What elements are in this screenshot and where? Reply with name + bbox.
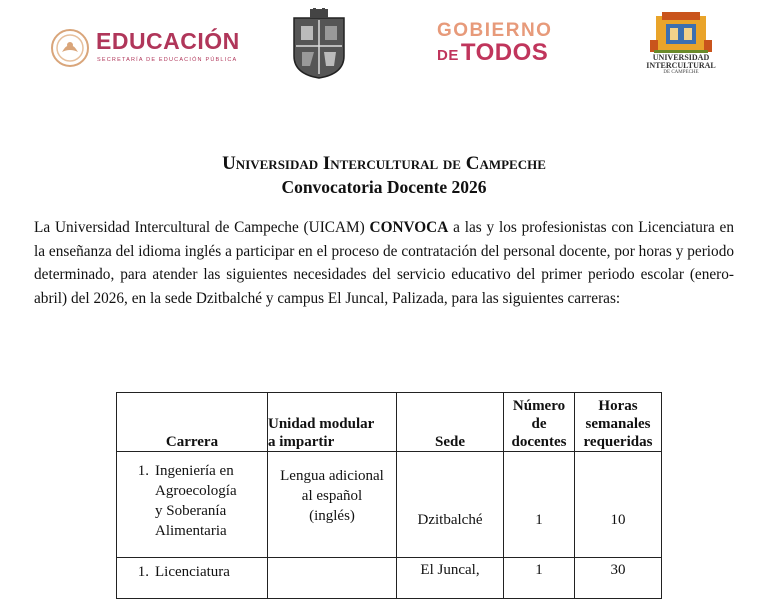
- table-row: [117, 452, 662, 558]
- cell-sede: El Juncal,: [397, 558, 504, 599]
- de-word: DE: [437, 47, 459, 64]
- uicam-logo: [636, 10, 726, 74]
- document-title: Universidad Intercultural de Campeche: [222, 153, 546, 174]
- paragraph-part-2: a las y los profesionistas con Licenciatura en la enseñanza del idioma inglés a participar en el proceso de contratación del personal docente, por horas y periodo determinado, para atender las siguientes necesidades del servicio educativo del primer periodo escolar (enero-abril) del 2026, en la sede Dzitbalché y campus El Juncal, Palizada, para las siguientes carreras:: [34, 219, 734, 307]
- uicam-emblem-icon: [636, 10, 726, 54]
- vacancies-table: [116, 392, 662, 599]
- header-unidad: Unidad modular a impartir: [268, 393, 397, 452]
- document-subtitle: Convocatoria Docente 2026: [281, 177, 487, 197]
- header-carrera: Carrera: [117, 393, 268, 452]
- header-sede: Sede: [397, 393, 504, 452]
- cell-unidad: Lengua adicional al español (inglés): [268, 452, 397, 558]
- mexico-eagle-seal-icon: [50, 28, 90, 68]
- paragraph-bold: CONVOCA: [369, 219, 449, 236]
- uicam-line-1: UNIVERSIDAD: [652, 53, 710, 62]
- de-todos-word: [437, 39, 548, 67]
- gobierno-word: GOBIERNO: [437, 20, 553, 41]
- table-header-row: [117, 393, 662, 452]
- uicam-line-2: INTERCULTURAL: [646, 61, 716, 70]
- table-row: [117, 558, 662, 599]
- cell-carrera: 1. Licenciatura: [117, 558, 268, 599]
- gobierno-de-todos-logo: [437, 20, 567, 70]
- cell-sede: Dzitbalché: [397, 452, 504, 558]
- sep-logo: [50, 28, 260, 70]
- cell-carrera: 1. Ingeniería en Agroecología y Soberanía Alimentaria: [117, 452, 268, 558]
- todos-word: TODOS: [460, 39, 549, 66]
- sep-wordmark: EDUCACIÓN: [96, 28, 240, 54]
- uicam-line-3: DE CAMPECHE: [663, 70, 699, 75]
- cell-docentes: 1: [504, 558, 575, 599]
- campeche-coat-of-arms-icon: [288, 8, 350, 80]
- cell-unidad: [268, 558, 397, 599]
- header-num-docentes: Número de docentes: [504, 393, 575, 452]
- sep-subtitle: SECRETARÍA DE EDUCACIÓN PÚBLICA: [97, 57, 238, 63]
- paragraph-part-1: La Universidad Intercultural de Campeche (UICAM): [34, 219, 370, 236]
- cell-horas: 30: [575, 558, 662, 599]
- cell-docentes: 1: [504, 452, 575, 558]
- convocatoria-paragraph: [34, 216, 734, 310]
- header-horas: Horas semanales requeridas: [575, 393, 662, 452]
- cell-horas: 10: [575, 452, 662, 558]
